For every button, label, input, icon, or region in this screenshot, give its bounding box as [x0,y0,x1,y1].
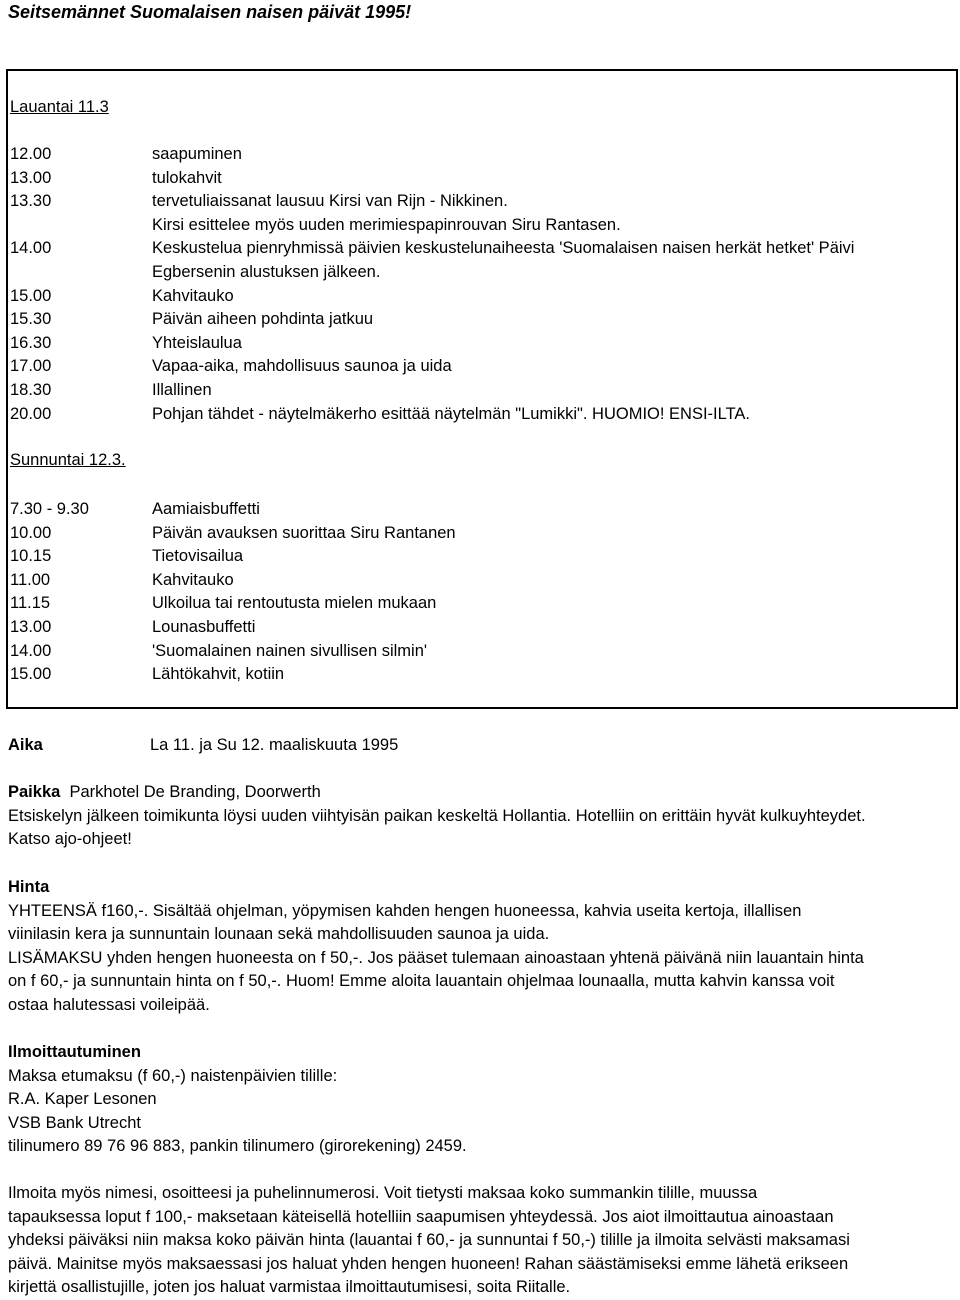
schedule-time: 20.00 [10,404,52,423]
schedule-time: 13.00 [10,618,52,636]
schedule-description: Kahvitauko [152,570,234,589]
schedule-time: 11.00 [10,570,51,589]
ilmoittautuminen-line: tilinumero 89 76 96 883, pankin tilinumero (girorekening) 2459. [8,1137,467,1156]
schedule-description: saapuminen [152,145,242,163]
schedule-time: 15.00 [10,286,52,305]
hinta-line: LISÄMAKSU yhden hengen huoneesta on f 50,-. Jos pääset tulemaan ainoastaan yhtenä päivänä niin lauantain hinta [8,948,864,967]
ilmoittautuminen-line: Maksa etumaksu (f 60,-) naistenpäivien tilille: [8,1066,338,1085]
program-box [6,69,958,709]
schedule-description: tervetuliaissanat lausuu Kirsi van Rijn - Nikkinen. [152,192,508,211]
schedule-description: Päivän avauksen suorittaa Siru Rantanen [152,523,456,542]
ilmoittautuminen-label: Ilmoittautuminen [8,1043,141,1061]
schedule-description: Egbersenin alustuksen jälkeen. [152,263,381,281]
paikka-line [8,781,956,805]
schedule-time: 13.00 [10,168,52,187]
ilmoittautuminen-line: VSB Bank Utrecht [8,1113,141,1132]
paikka-directions: Katso ajo-ohjeet! [8,830,132,849]
schedule-time: 14.00 [10,641,52,660]
schedule-description: Ulkoilua tai rentoutusta mielen mukaan [152,594,437,613]
hinta-label: Hinta [8,878,50,896]
paikka-value: Parkhotel De Branding, Doorwerth [69,783,321,801]
schedule-time: 18.30 [10,381,52,399]
schedule-description: Illallinen [152,381,212,399]
paikka-label: Paikka [8,783,61,801]
schedule-description: Yhteislaulua [152,333,242,352]
hinta-line: viinilasin kera ja sunnuntain lounaan sekä mahdollisuuden saunoa ja uida. [8,925,550,944]
ilmoittautuminen-line: R.A. Kaper Lesonen [8,1090,157,1109]
schedule-time: 11.15 [10,594,51,613]
schedule-time: 10.15 [10,547,52,566]
document-title: Seitsemännet Suomalaisen naisen päivät 1995! [8,2,412,22]
schedule-description: Lähtökahvit, kotiin [152,665,285,684]
footer-line: yhdeksi päiväksi niin maksa koko päivän hinta (lauantai f 60,- ja sunnuntai f 50,-) tilille ja ilmoita selvästi maksamasi [8,1231,850,1250]
paikka-description: Etsiskelyn jälkeen toimikunta löysi uuden viihtyisän paikan keskeltä Hollantia. Hotelliin on erittäin hyvät kulkuyhteydet. [8,806,866,825]
aika-value: La 11. ja Su 12. maaliskuuta 1995 [150,736,399,754]
hinta-line: on f 60,- ja sunnuntain hinta on f 50,-. Huom! Emme aloita lauantain ohjelmaa lounaalla, mutta kahvin kanssa voit [8,972,835,991]
hinta-section [8,876,956,1018]
schedule-time: 13.30 [10,192,52,211]
paikka-section [8,781,956,852]
schedule-description: tulokahvit [152,168,222,187]
aika-label: Aika [8,736,43,754]
footer-section [8,1182,956,1300]
sunday-heading: Sunnuntai 12.3. [10,451,126,469]
schedule-description: Kirsi esittelee myös uuden merimiespapinrouvan Siru Rantasen. [152,215,621,234]
hinta-line: YHTEENSÄ f160,-. Sisältää ohjelman, yöpymisen kahden hengen huoneessa, kahvia useita kertoja, illallisen [8,901,802,920]
hinta-line: ostaa halutessasi voileipää. [8,995,210,1014]
schedule-description: Lounasbuffetti [152,618,256,636]
schedule-description: Keskustelua pienryhmissä päivien keskustelunaiheesta 'Suomalaisen naisen herkät hetket' Päivi [152,239,855,258]
schedule-description: Kahvitauko [152,286,234,305]
schedule-description: Pohjan tähdet - näytelmäkerho esittää näytelmän "Lumikki". HUOMIO! ENSI-ILTA. [152,404,751,423]
schedule-time: 15.00 [10,665,52,684]
schedule-time: 10.00 [10,523,52,542]
saturday-heading: Lauantai 11.3 [10,98,109,116]
ilmoittautuminen-section [8,1041,956,1159]
schedule-time: 14.00 [10,239,52,258]
footer-line: kirjettä osallistujille, joten jos haluat varmistaa ilmoittautumisesi, soita Riitalle. [8,1278,571,1297]
footer-line: tapauksessa loput f 100,- maksetaan käteisellä hotelliin saapumisen yhteydessä. Jos aiot ilmoittautua ainoastaan [8,1207,834,1226]
footer-line: Ilmoita myös nimesi, osoitteesi ja puhelinnumerosi. Voit tietysti maksaa koko summankin tilille, muussa [8,1184,758,1202]
schedule-description: 'Suomalainen nainen sivullisen silmin' [152,641,428,660]
schedule-time: 12.00 [10,145,52,163]
schedule-time: 16.30 [10,333,52,352]
schedule-time: 17.00 [10,357,52,376]
schedule-time: 15.30 [10,310,52,329]
schedule-description: Vapaa-aika, mahdollisuus saunoa ja uida [152,357,452,376]
footer-line: päivä. Mainitse myös maksaessasi jos haluat yhden hengen huoneen! Rahan säästämiseksi emme lähetä erikseen [8,1254,849,1273]
schedule-description: Aamiaisbuffetti [152,500,260,518]
schedule-description: Tietovisailua [152,547,244,566]
schedule-description: Päivän aiheen pohdinta jatkuu [152,310,374,329]
schedule-time: 7.30 - 9.30 [10,500,89,518]
